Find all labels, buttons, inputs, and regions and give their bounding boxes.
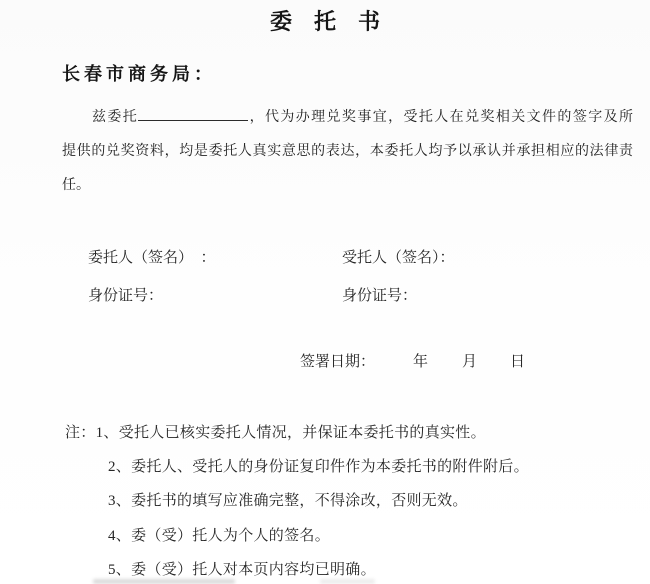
- note-item-2: 2、委托人、受托人的身份证复印件作为本委托书的附件附后。: [108, 459, 529, 475]
- principal-id-label: 身份证号：: [88, 288, 164, 304]
- note-item-5: 5、委（受）托人对本页内容均已明确。: [108, 562, 376, 578]
- note-item-4: 4、委（受）托人为个人的签名。: [108, 528, 331, 544]
- sign-date-label: 签署日期：: [300, 354, 376, 370]
- date-month-label: 月: [462, 354, 478, 370]
- cropped-next-line-artifact: [93, 579, 235, 584]
- note-item-3: 3、委托书的填写应准确完整，不得涂改，否则无效。: [108, 493, 468, 509]
- body-line-1: [62, 101, 633, 135]
- date-day-label: 日: [510, 354, 526, 370]
- body-paragraph: [62, 101, 633, 203]
- body-line-2: 提供的兑奖资料，均是委托人真实意思的表达，本委托人均予以承认并承担相应的法律责: [62, 144, 633, 159]
- agent-id-label: 身份证号：: [342, 288, 418, 304]
- note-item-1: 注：1、受托人已核实委托人情况，并保证本委托书的真实性。: [65, 425, 486, 441]
- body-line-1-suffix: ，代为办理兑奖事宜，受托人在兑奖相关文件的签字及所: [248, 110, 634, 125]
- principal-signature-label: 委托人（签名） ：: [88, 250, 216, 266]
- document-title: 委 托 书: [269, 9, 380, 34]
- date-year-label: 年: [413, 354, 429, 370]
- body-line-3: 任。: [62, 178, 90, 193]
- cropped-next-line-artifact-2: [320, 579, 375, 584]
- principal-name-blank: [138, 107, 248, 121]
- addressee-line: 长春市商务局：: [62, 64, 216, 84]
- body-line-1-prefix: 兹委托: [92, 110, 139, 125]
- agent-signature-label: 受托人（签名）：: [342, 250, 455, 266]
